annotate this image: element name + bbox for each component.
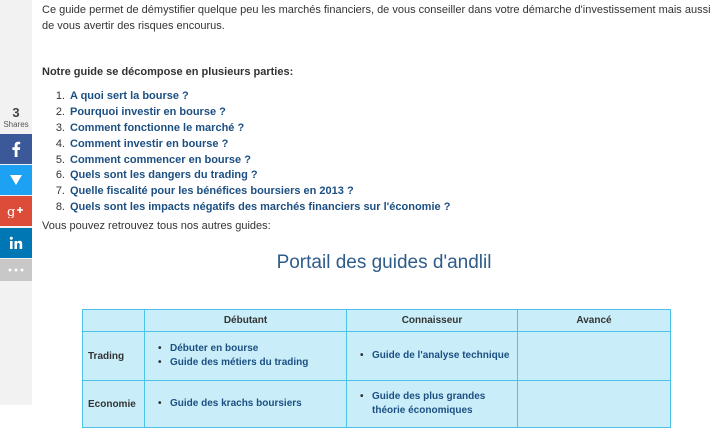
guide-link[interactable]: Comment investir en bourse ?: [70, 137, 229, 150]
list-number: 8.: [55, 201, 65, 214]
guide-link[interactable]: A quoi sert la bourse ?: [70, 90, 189, 102]
guide-link[interactable]: Pourquoi investir en bourse ?: [70, 105, 226, 118]
list-number: 2.: [55, 105, 65, 118]
table-row: [83, 332, 671, 381]
share-count: [0, 106, 32, 130]
cell-avance: [518, 332, 671, 381]
list-number: 5.: [55, 153, 65, 166]
list-item: [42, 200, 450, 216]
cell-avance: [518, 381, 671, 428]
guide-link[interactable]: Comment commencer en bourse ?: [70, 153, 251, 166]
list-item: [42, 105, 450, 121]
twitter-share-button[interactable]: [0, 165, 32, 195]
other-guides-text: Vous pouvez retrouvez tous nos autres guides:: [42, 220, 271, 232]
list-item: [42, 168, 450, 184]
list-number: 6.: [55, 169, 65, 182]
list-item: [42, 89, 450, 105]
table-guide-link[interactable]: • Guide des plus grandes théorie économiques: [372, 390, 516, 418]
table-header-avance: Avancé: [518, 310, 671, 332]
google-plus-share-button[interactable]: [0, 196, 32, 226]
share-count-label: Shares: [3, 120, 29, 129]
portal-title: Portail des guides d'andlil: [276, 252, 492, 273]
twitter-icon: [9, 174, 23, 186]
linkedin-share-button[interactable]: [0, 228, 32, 258]
table-header-row: [83, 310, 671, 332]
table-header-empty: [83, 310, 145, 332]
share-count-number: 3: [12, 105, 20, 120]
share-sidebar: [0, 0, 32, 405]
row-header-trading: Trading: [83, 332, 145, 381]
row-header-economie: Economie: [83, 381, 145, 428]
table-guide-link[interactable]: • Débuter en bourse: [170, 342, 345, 356]
list-number: 7.: [55, 185, 65, 198]
list-item: [42, 184, 450, 200]
guide-link[interactable]: Quels sont les impacts négatifs des marchés financiers sur l'économie ?: [70, 201, 451, 214]
cell-connaisseur: [347, 381, 518, 428]
guide-link[interactable]: Quels sont les dangers du trading ?: [70, 169, 258, 182]
table-header-connaisseur: Connaisseur: [347, 310, 518, 332]
svg-text:g: g: [7, 205, 16, 218]
table-guide-link[interactable]: • Guide de l'analyse technique: [372, 349, 516, 363]
cell-connaisseur: [347, 332, 518, 381]
cell-debutant: [145, 381, 347, 428]
intro-paragraph: Ce guide permet de démystifier quelque peu les marchés financiers, de vous conseiller dans votre démarche d'investissement mais aussi de vous avertir des risques encourus.: [42, 4, 711, 32]
guide-link[interactable]: Quelle fiscalité pour les bénéfices boursiers en 2013 ?: [70, 185, 354, 198]
list-number: 3.: [55, 121, 65, 134]
facebook-share-button[interactable]: [0, 134, 32, 164]
google-plus-icon: [7, 204, 25, 218]
list-item: [42, 153, 450, 169]
list-number: 4.: [55, 137, 65, 150]
cell-debutant: [145, 332, 347, 381]
table-header-debutant: Débutant: [145, 310, 347, 332]
list-number: 1.: [55, 90, 65, 102]
guide-heading: Notre guide se décompose en plusieurs parties:: [42, 66, 294, 78]
list-item: [42, 137, 450, 153]
facebook-icon: [11, 141, 21, 157]
more-share-button[interactable]: [0, 259, 32, 281]
linkedin-icon: [9, 236, 23, 250]
table-row: [83, 381, 671, 428]
guide-list: [42, 89, 450, 216]
guides-portal-table: [82, 309, 671, 428]
guide-link[interactable]: Comment fonctionne le marché ?: [70, 121, 245, 134]
table-guide-link[interactable]: • Guide des krachs boursiers: [170, 397, 345, 411]
table-guide-link[interactable]: • Guide des métiers du trading: [170, 356, 345, 370]
more-dots-icon: [8, 268, 24, 272]
list-item: [42, 121, 450, 137]
